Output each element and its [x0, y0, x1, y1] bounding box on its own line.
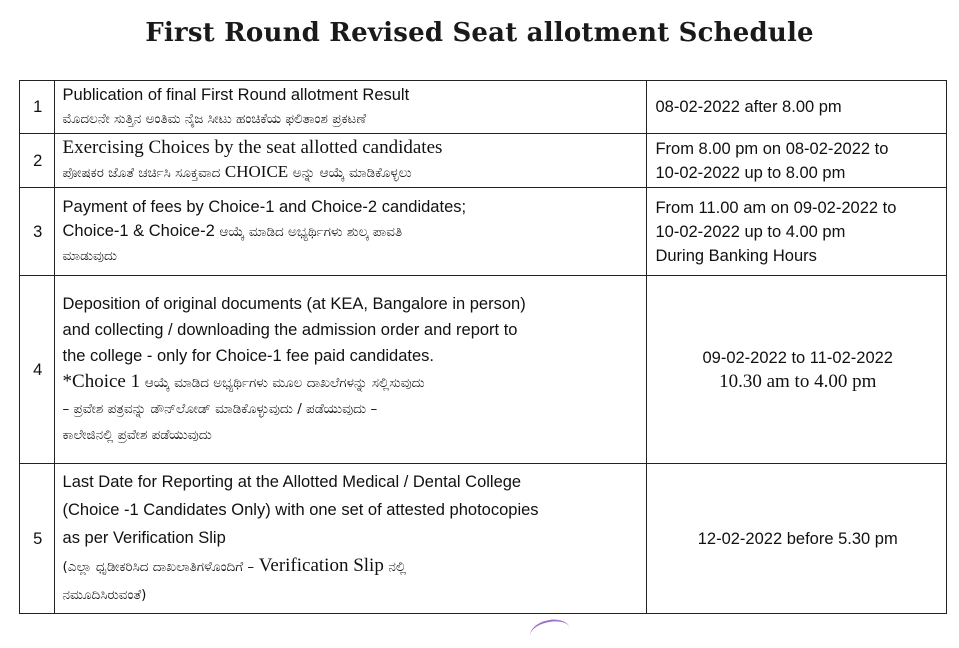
- table-row: [20, 464, 947, 614]
- row-date: [647, 81, 947, 134]
- desc-choice: CHOICE: [224, 162, 289, 181]
- desc-line-kannada: ಮೊದಲನೇ ಸುತ್ತಿನ ಅಂತಿಮ ನೈಜ ಸೀಟು ಹಂಚಿಕೆಯ ಫಲಿತಾಂಶ ಪ್ರಕಟಣೆ: [62, 111, 367, 127]
- row-number: 2: [20, 134, 55, 188]
- row-description: [54, 134, 647, 188]
- row-date: [647, 188, 947, 276]
- row-number: 5: [20, 464, 55, 614]
- desc-line: and collecting / downloading the admission order and report to: [62, 321, 518, 339]
- date-line: 10-02-2022 up to 8.00 pm: [655, 163, 846, 182]
- desc-line: Publication of final First Round allotment Result: [62, 86, 410, 104]
- desc-line-kannada: ಕಾಲೇಜಿನಲ್ಲಿ ಪ್ರವೇಶ ಪಡೆಯುವುದು: [62, 427, 212, 443]
- table-row: [20, 81, 947, 134]
- desc-choice: Choice-1 & Choice-2: [62, 222, 215, 240]
- row-number: 1: [20, 81, 55, 134]
- desc-line: Exercising Choices by the seat allotted candidates: [62, 137, 443, 158]
- desc-verification: Verification Slip: [258, 555, 384, 576]
- date-line: 12-02-2022 before 5.30 pm: [697, 529, 898, 548]
- date-line: During Banking Hours: [655, 246, 817, 265]
- desc-line-kannada: ಆಯ್ಕೆ ಮಾಡಿದ ಅಭ್ಯರ್ಥಿಗಳು ಮೂಲ ದಾಖಲೆಗಳನ್ನು ಸಲ್ಲಿಸುವುದು: [144, 375, 425, 391]
- desc-line: Payment of fees by Choice-1 and Choice-2 candidates;: [62, 198, 467, 216]
- date-line: 10.30 am to 4.00 pm: [719, 370, 877, 392]
- desc-line-kannada: ಅನ್ನು ಆಯ್ಕೆ ಮಾಡಿಕೊಳ್ಳಲು: [292, 165, 412, 181]
- desc-line-kannada: ನಲ್ಲಿ: [388, 559, 407, 575]
- signature-mark: [528, 616, 572, 648]
- desc-line: the college - only for Choice-1 fee paid candidates.: [62, 347, 434, 365]
- row-date: [647, 464, 947, 614]
- desc-line-kannada: (ಎಲ್ಲಾ ಧೃಡೀಕರಿಸಿದ ದಾಖಲಾತಿಗಳೊಂದಿಗೆ –: [62, 559, 255, 575]
- schedule-table: [19, 80, 947, 614]
- row-date: [647, 134, 947, 188]
- desc-line-kannada: ನಮೂದಿಸಿರುವಂತೆ): [62, 587, 147, 603]
- desc-line-kannada: – ಪ್ರವೇಶ ಪತ್ರವನ್ನು ಡೌನ್‌ಲೋಡ್ ಮಾಡಿಕೊಳ್ಳುವುದು / ಪಡೆಯುವುದು –: [62, 401, 378, 417]
- desc-line-kannada: ಮಾಡುವುದು: [62, 248, 118, 264]
- row-description: [54, 188, 647, 276]
- desc-line-kannada: ಪೋಷಕರ ಜೊತೆ ಚರ್ಚಿಸಿ ಸೂಕ್ತವಾದ: [62, 165, 221, 181]
- row-date: [647, 276, 947, 464]
- date-line: From 8.00 pm on 08-02-2022 to: [655, 139, 889, 158]
- row-number: 4: [20, 276, 55, 464]
- row-description: [54, 81, 647, 134]
- desc-line: Deposition of original documents (at KEA, Bangalore in person): [62, 295, 526, 313]
- table-row: [20, 134, 947, 188]
- desc-choice: *Choice 1: [62, 371, 141, 392]
- date-line: 08-02-2022 after 8.00 pm: [655, 98, 842, 116]
- desc-line: (Choice -1 Candidates Only) with one set of attested photocopies: [62, 501, 539, 519]
- row-description: [54, 464, 647, 614]
- date-line: 09-02-2022 to 11-02-2022: [702, 348, 893, 367]
- table-row: [20, 276, 947, 464]
- desc-line-kannada: ಆಯ್ಕೆ ಮಾಡಿದ ಅಭ್ಯರ್ಥಿಗಳು ಶುಲ್ಕ ಪಾವತಿ: [219, 224, 403, 240]
- row-description: [54, 276, 647, 464]
- row-number: 3: [20, 188, 55, 276]
- date-line: 10-02-2022 up to 4.00 pm: [655, 222, 846, 241]
- table-row: [20, 188, 947, 276]
- desc-line: as per Verification Slip: [62, 529, 226, 547]
- desc-line: Last Date for Reporting at the Allotted Medical / Dental College: [62, 473, 522, 491]
- date-line: From 11.00 am on 09-02-2022 to: [655, 198, 897, 217]
- page-title: First Round Revised Seat allotment Schedule: [145, 18, 814, 48]
